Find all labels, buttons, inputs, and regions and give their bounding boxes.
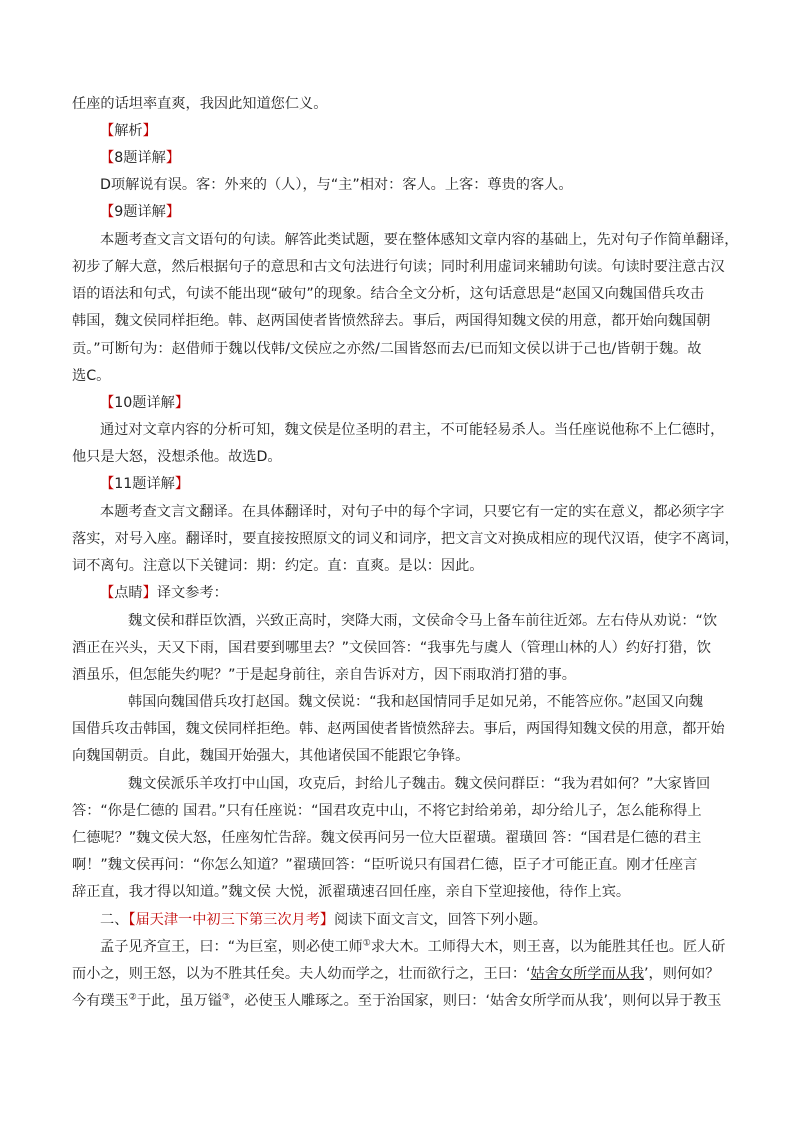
text-line: 辞正直，我才得以知道。”魏文侯 大悦，派翟璜速召回任座，亲自下堂迎接他，待作上宾。 (72, 884, 631, 900)
passage-text: 今有璞玉 (72, 993, 129, 1009)
heading-q8: 【8题详解】 (100, 150, 181, 166)
text-line: 初步了解大意，然后根据句子的意思和古文句法进行句读；同时利用虚词来辅助句读。句读时要注意古汉 (72, 259, 725, 275)
footnote-marker: ② (128, 992, 137, 1003)
text-line: 国借兵攻击韩国，魏文侯同样拒绝。韩、赵两国使者皆愤然辞去。事后，两国得知魏文侯的用意，都开始 (72, 721, 725, 737)
question-prefix: 二、 (100, 912, 129, 928)
text-line: 酒正在兴头，天又下雨，国君要到哪里去？”文侯回答：“我事先与虞人（管理山林的人）约好打猎，饮 (72, 640, 711, 656)
heading-analysis: 【解析】 (100, 123, 157, 139)
text-line: 魏文侯和群臣饮酒，兴致正高时，突降大雨，文侯命令马上备车前往近郊。左右侍从劝说：“饮 (128, 613, 718, 629)
text-line: 韩国向魏国借兵攻打赵国。魏文侯说：“我和赵国情同手足如兄弟，不能答应你。”赵国又向魏 (128, 694, 704, 710)
text-line: 落实，对号入座。翻译时，要直接按照原文的词义和词序，把文言文对换成相应的现代汉语，使字不离词， (72, 531, 739, 547)
text-line: 韩国，魏文侯同样拒绝。韩、赵两国使者皆愤然辞去。事后，两国得知魏文侯的用意，都开始向魏国朝 (72, 313, 711, 329)
text-line: 任座的话坦率直爽，我因此知道您仁义。 (72, 96, 328, 112)
text-line: 他只是大怒，没想杀他。故选D。 (72, 449, 282, 465)
passage-text: ’，则何如？ (644, 966, 720, 982)
text-line: 词不离句。注意以下关键词：期：约定。直：直爽。是以：因此。 (72, 558, 484, 574)
text-line: 语的语法和句式，句读不能出现“破句”的现象。结合全文分析，这句话意思是“赵国又向魏国借兵攻击 (72, 286, 705, 302)
heading-tip: 【点睛】译文参考： (100, 585, 228, 601)
text-line: 酒虽乐，但怎能失约呢？”于是起身前往，亲自告诉对方，因下雨取消打猎的事。 (72, 667, 576, 683)
heading-q10: 【10题详解】 (100, 395, 190, 411)
text-line: 魏文侯派乐羊攻打中山国，攻克后，封给儿子魏击。魏文侯问群臣：“我为君如何？”大家皆回 (128, 776, 711, 792)
text-line: 啊！”魏文侯再问：“你怎么知道？”翟璜回答：“臣听说只有国君仁德，臣子才可能正直。刚才任座言 (72, 857, 698, 873)
text-line: 选C。 (72, 368, 111, 384)
text-line: 通过对文章内容的分析可知，魏文侯是位圣明的君主，不可能轻易杀人。当任座说他称不上仁德时， (100, 422, 725, 438)
passage-text: ，必使玉人雕琢之。至于治国家，则曰：‘姑舍女所学而从我’，则何以异于教玉 (230, 993, 722, 1009)
passage-line (100, 937, 726, 957)
passage-text: 孟子见齐宣王，曰：“为巨室，则必使工师 (100, 939, 363, 955)
passage-text: 于此，虽万镒 (136, 993, 222, 1009)
heading-q9: 【9题详解】 (100, 204, 181, 220)
passage-line (72, 991, 721, 1011)
passage-line (72, 964, 719, 984)
text-line: D项解说有误。客：外来的（人），与“主”相对：客人。上客：尊贵的客人。 (100, 177, 573, 193)
passage-text: 而小之，则王怒，以为不胜其任矣。夫人幼而学之，壮而欲行之，王曰：‘ (72, 966, 531, 982)
text-line: 答：“你是仁德的 国君。”只有任座说：“国君攻克中山，不将它封给弟弟，却分给儿子，怎么能称得上 (72, 803, 702, 819)
heading-q11: 【11题详解】 (100, 476, 190, 492)
source-bracket: 【届天津一中初三下第三次月考】 (128, 912, 335, 928)
underlined-phrase: 姑舍女所学而从我 (530, 966, 645, 982)
text-line: 向魏国朝贡。自此，魏国开始强大，其他诸侯国不能跟它争锋。 (72, 748, 470, 764)
text-line: 本题考查文言文翻译。在具体翻译时，对句子中的每个字词，只要它有一定的实在意义，都必须字字 (100, 504, 725, 520)
text-line: 本题考查文言文语句的句读。解答此类试题，要在整体感知文章内容的基础上，先对句子作简单翻译， (100, 232, 739, 248)
text-line: 贡。”可断句为：赵借师于魏以伐韩/文侯应之亦然/二国皆怒而去/已而知文侯以讲于己也/皆朝于魏。故 (72, 341, 702, 357)
footnote-marker: ① (362, 938, 371, 949)
passage-text: 求大木。工师得大木，则王喜，以为能胜其任也。匠人斫 (370, 939, 726, 955)
question-instruction: 阅读下面文言文，回答下列小题。 (334, 912, 547, 928)
text-line: 仁德呢？”魏文侯大怒，任座匆忙告辞。魏文侯再问另一位大臣翟璜。翟璜回 答：“国君是仁德的君主 (72, 830, 702, 846)
question-2-header (100, 910, 547, 930)
footnote-marker: ③ (221, 992, 231, 1003)
